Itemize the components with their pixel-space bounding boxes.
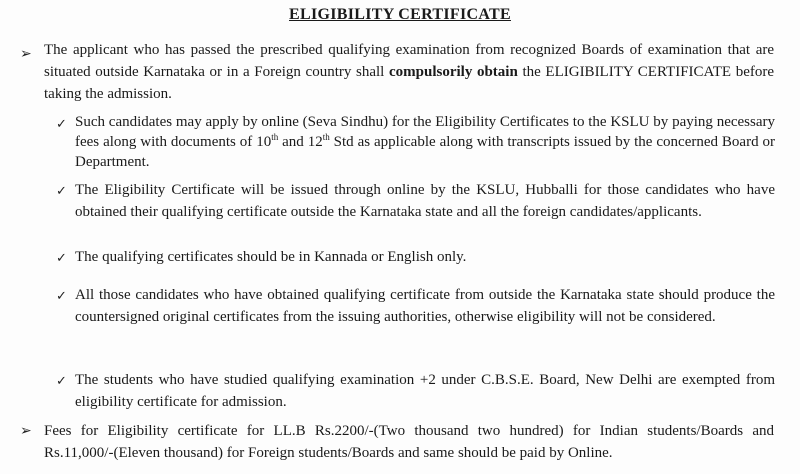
superscript: th	[322, 132, 330, 142]
paragraph-certificate-issuance: The Eligibility Certificate will be issued through online by the KSLU, Hubballi for those candidates who have obtained their qualifying certificate outside the Karnataka state and all the foreign candidates/applicants.	[75, 182, 775, 220]
check-icon: ✓	[56, 288, 67, 303]
paragraph-language-requirement: The qualifying certificates should be in Kannada or English only.	[75, 249, 467, 265]
check-icon: ✓	[56, 116, 67, 131]
document-title: ELIGIBILITY CERTIFICATE	[289, 6, 511, 23]
paragraph-text: and 12	[278, 134, 323, 150]
check-icon: ✓	[56, 183, 67, 198]
paragraph-countersigned-certificates: All those candidates who have obtained qualifying certificate from outside the Karnataka state should produce the countersigned original certificates from the issuing authorities, otherwise eligibility will not be considered.	[75, 287, 775, 325]
emphasis-text: compulsorily obtain	[388, 64, 518, 80]
paragraph-applicant-requirement	[44, 39, 774, 105]
paragraph-text: Std as applicable along with transcripts issued by the concerned Board or Department.	[75, 134, 775, 170]
check-icon: ✓	[56, 373, 67, 388]
paragraph-online-application	[75, 112, 775, 172]
superscript: th	[271, 132, 279, 142]
paragraph-text: the ELIGIBILITY CERTIFICATE before taking the admission.	[44, 64, 774, 102]
paragraph-cbse-exemption: The students who have studied qualifying examination +2 under C.B.S.E. Board, New Delhi are exempted from eligibility certificate for admission.	[75, 372, 775, 410]
paragraph-text: The applicant who has passed the prescribed qualifying examination from recognized Boards of examination that are situated outside Karnataka or in a Foreign country shall	[44, 42, 774, 80]
bullet-arrow-icon: ➢	[20, 424, 32, 439]
bullet-arrow-icon: ➢	[20, 47, 32, 62]
paragraph-fees: Fees for Eligibility certificate for LL.B Rs.2200/-(Two thousand two hundred) for Indian students/Boards and Rs.11,000/-(Eleven thousand) for Foreign students/Boards and same should be paid by Online.	[44, 423, 774, 461]
paragraph-text: Such candidates may apply by online (Seva Sindhu) for the Eligibility Certificates to the KSLU by paying necessary fees along with documents of 10	[75, 114, 775, 150]
check-icon: ✓	[56, 250, 67, 265]
